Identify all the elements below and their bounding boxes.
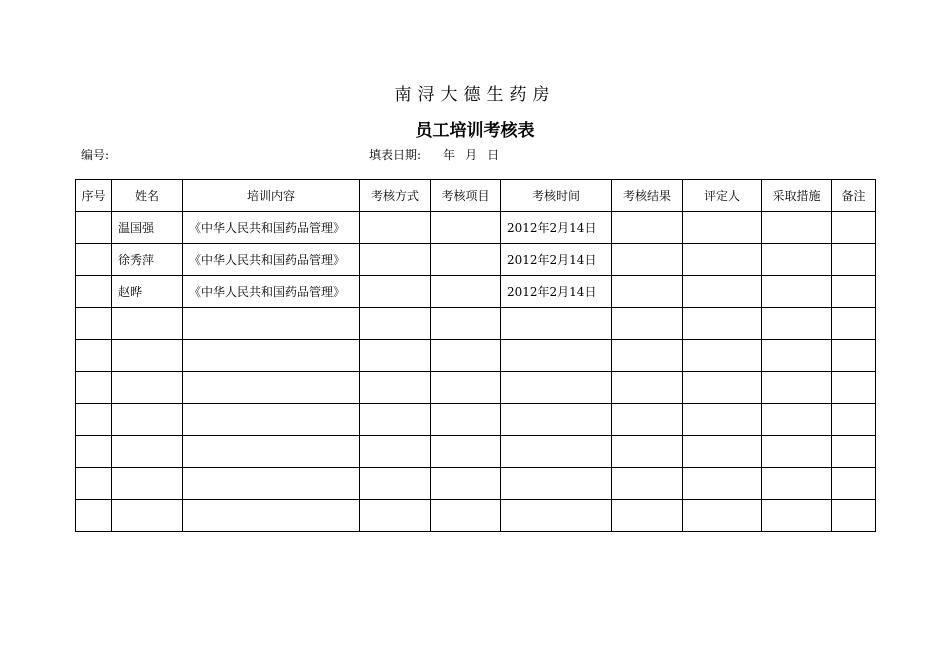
cell-name [112,372,183,404]
cell-time [501,500,612,532]
cell-time: 2012年2月14日 [501,244,612,276]
header-remarks: 备注 [832,180,876,212]
table-row [76,436,876,468]
table-row [76,308,876,340]
cell-content [183,404,360,436]
table-row [76,340,876,372]
cell-content [183,436,360,468]
cell-assessor [683,212,762,244]
cell-result [612,244,683,276]
cell-seq [76,500,112,532]
cell-method [360,276,431,308]
cell-result [612,500,683,532]
cell-measures [762,500,832,532]
header-row [76,180,876,212]
cell-remarks [832,212,876,244]
cell-item [431,372,501,404]
cell-assessor [683,372,762,404]
cell-time: 2012年2月14日 [501,276,612,308]
table-row [76,212,876,244]
cell-assessor [683,276,762,308]
cell-remarks [832,468,876,500]
table-row [76,500,876,532]
table-row [76,404,876,436]
cell-method [360,404,431,436]
cell-name [112,340,183,372]
cell-assessor [683,244,762,276]
cell-assessor [683,308,762,340]
cell-seq [76,244,112,276]
cell-assessor [683,500,762,532]
cell-measures [762,212,832,244]
cell-item [431,500,501,532]
cell-item [431,404,501,436]
table-row [76,372,876,404]
date-month-label: 月 [465,148,478,162]
cell-name [112,308,183,340]
cell-name [112,500,183,532]
cell-content [183,500,360,532]
cell-measures [762,372,832,404]
cell-assessor [683,404,762,436]
cell-name: 温国强 [112,212,183,244]
cell-remarks [832,340,876,372]
cell-content: 《中华人民共和国药品管理》 [183,244,360,276]
cell-item [431,436,501,468]
cell-method [360,372,431,404]
cell-seq [76,372,112,404]
cell-content [183,372,360,404]
cell-content [183,308,360,340]
cell-remarks [832,308,876,340]
cell-measures [762,308,832,340]
cell-item [431,340,501,372]
cell-seq [76,276,112,308]
cell-seq [76,436,112,468]
training-record-table [75,179,876,532]
cell-measures [762,468,832,500]
store-name: 南浔大德生药房 [394,85,556,105]
cell-content [183,468,360,500]
header-item: 考核项目 [431,180,501,212]
cell-measures [762,276,832,308]
cell-method [360,500,431,532]
cell-method [360,340,431,372]
cell-remarks [832,276,876,308]
cell-result [612,308,683,340]
cell-assessor [683,468,762,500]
cell-time [501,308,612,340]
cell-result [612,212,683,244]
date-year-label: 年 [443,148,456,162]
cell-time: 2012年2月14日 [501,212,612,244]
cell-item [431,276,501,308]
cell-method [360,244,431,276]
table-row [76,244,876,276]
cell-remarks [832,244,876,276]
table-row [76,276,876,308]
cell-result [612,372,683,404]
cell-measures [762,340,832,372]
date-day-label: 日 [487,148,500,162]
cell-result [612,468,683,500]
cell-name [112,404,183,436]
cell-assessor [683,340,762,372]
cell-remarks [832,372,876,404]
table-row [76,468,876,500]
cell-seq [76,468,112,500]
cell-content: 《中华人民共和国药品管理》 [183,276,360,308]
cell-seq [76,212,112,244]
header-result: 考核结果 [612,180,683,212]
cell-content [183,340,360,372]
cell-remarks [832,436,876,468]
header-name: 姓名 [112,180,183,212]
cell-time [501,436,612,468]
cell-item [431,212,501,244]
header-assessor: 评定人 [683,180,762,212]
header-content: 培训内容 [183,180,360,212]
form-title: 员工培训考核表 [415,121,535,141]
cell-name [112,468,183,500]
cell-result [612,276,683,308]
cell-result [612,436,683,468]
cell-measures [762,404,832,436]
cell-measures [762,436,832,468]
cell-time [501,340,612,372]
cell-remarks [832,500,876,532]
cell-assessor [683,436,762,468]
fill-date-field [369,146,509,163]
cell-content: 《中华人民共和国药品管理》 [183,212,360,244]
header-method: 考核方式 [360,180,431,212]
cell-name [112,436,183,468]
cell-item [431,468,501,500]
cell-method [360,212,431,244]
header-measures: 采取措施 [762,180,832,212]
cell-measures [762,244,832,276]
cell-name: 徐秀萍 [112,244,183,276]
cell-method [360,308,431,340]
cell-time [501,372,612,404]
cell-time [501,404,612,436]
cell-seq [76,404,112,436]
header-seq: 序号 [76,180,112,212]
cell-name: 赵晔 [112,276,183,308]
cell-seq [76,308,112,340]
cell-item [431,244,501,276]
cell-result [612,404,683,436]
cell-remarks [832,404,876,436]
cell-result [612,340,683,372]
fill-date-label: 填表日期: [369,148,422,162]
cell-item [431,308,501,340]
cell-method [360,436,431,468]
form-number-label: 编号: [81,148,110,162]
cell-method [360,468,431,500]
cell-time [501,468,612,500]
header-time: 考核时间 [501,180,612,212]
cell-seq [76,340,112,372]
